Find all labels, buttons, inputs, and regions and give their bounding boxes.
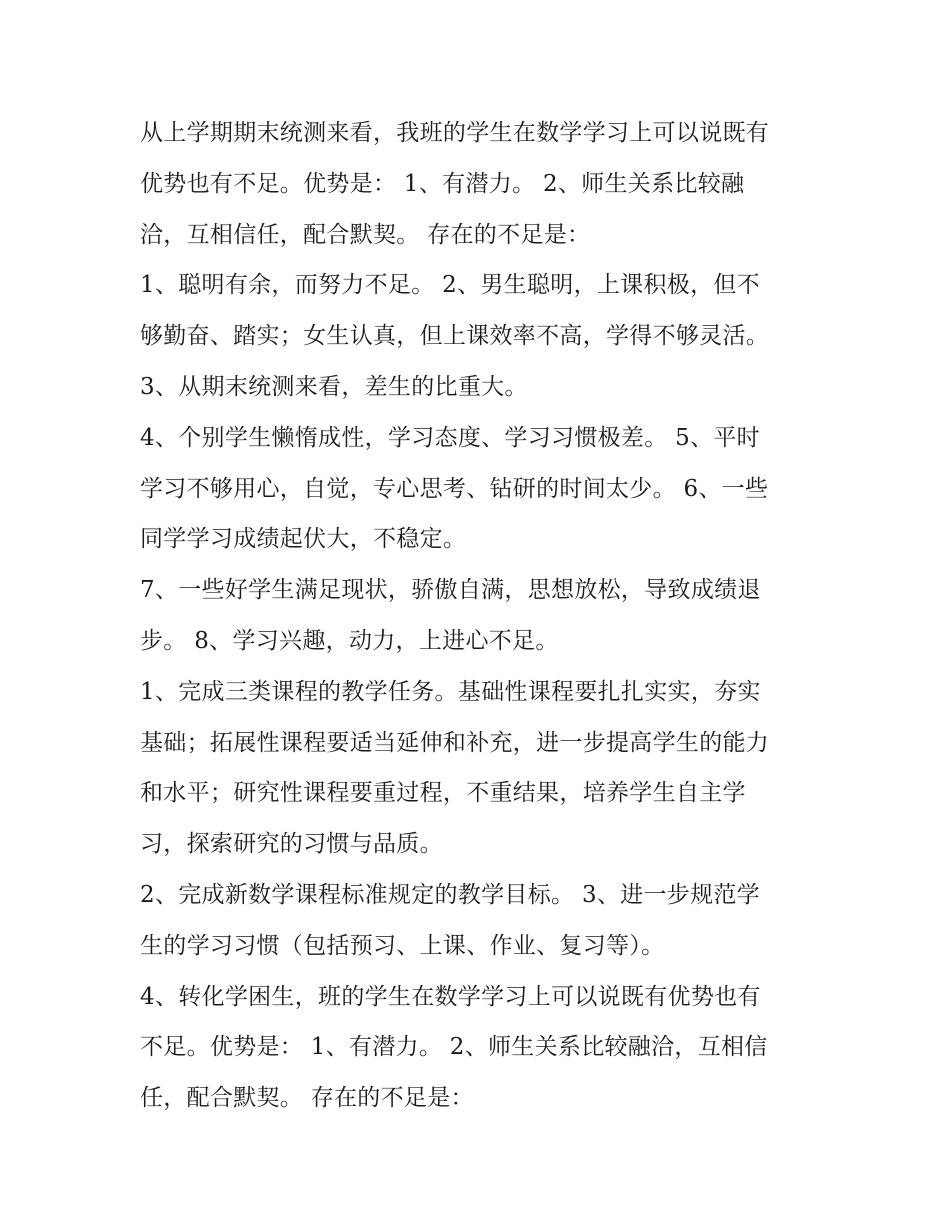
text-line-5: 够勤奋、踏实；女生认真，但上课效率不高，学得不够灵活。 <box>140 323 770 350</box>
text-line-10: 7、一些好学生满足现状，骄傲自满，思想放松，导致成绩退 <box>140 577 761 604</box>
text-line-14: 和水平；研究性课程要重过程，不重结果，培养学生自主学 <box>140 780 746 807</box>
text-line-13: 基础；拓展性课程要适当延伸和补充，进一步提高学生的能力 <box>140 729 770 756</box>
text-line-6: 3、从期末统测来看，差生的比重大。 <box>140 373 528 400</box>
text-line-7: 4、个别学生懒惰成性，学习态度、学习习惯极差。 5、平时 <box>140 424 760 451</box>
text-line-18: 4、转化学困生，班的学生在数学学习上可以说既有优势也有 <box>140 983 761 1010</box>
text-line-1: 从上学期期末统测来看，我班的学生在数学学习上可以说既有 <box>140 120 770 146</box>
text-line-19: 不足。优势是： 1、有潜力。 2、师生关系比较融洽，互相信 <box>140 1034 768 1061</box>
document-body <box>140 108 820 1124</box>
text-line-12: 1、完成三类课程的教学任务。基础性课程要扎扎实实，夯实 <box>140 678 761 705</box>
text-line-9: 同学学习成绩起伏大，不稳定。 <box>140 526 467 553</box>
text-line-17: 生的学习习惯（包括预习、上课、作业、复习等）。 <box>140 932 665 959</box>
text-line-16: 2、完成新数学课程标准规定的教学目标。 3、进一步规范学 <box>140 881 760 908</box>
text-line-8: 学习不够用心，自觉，专心思考、钻研的时间太少。 6、一些 <box>140 475 769 502</box>
text-line-4: 1、聪明有余，而努力不足。 2、男生聪明，上课积极，但不 <box>140 272 760 299</box>
text-line-15: 习，探索研究的习惯与品质。 <box>140 831 443 858</box>
text-line-20: 任，配合默契。 存在的不足是： <box>140 1085 474 1112</box>
text-line-11: 步。 8、学习兴趣，动力，上进心不足。 <box>140 627 559 654</box>
text-line-2: 优势也有不足。优势是： 1、有潜力。 2、师生关系比较融 <box>140 170 745 197</box>
text-line-3: 洽，互相信任，配合默契。 存在的不足是： <box>140 221 591 248</box>
